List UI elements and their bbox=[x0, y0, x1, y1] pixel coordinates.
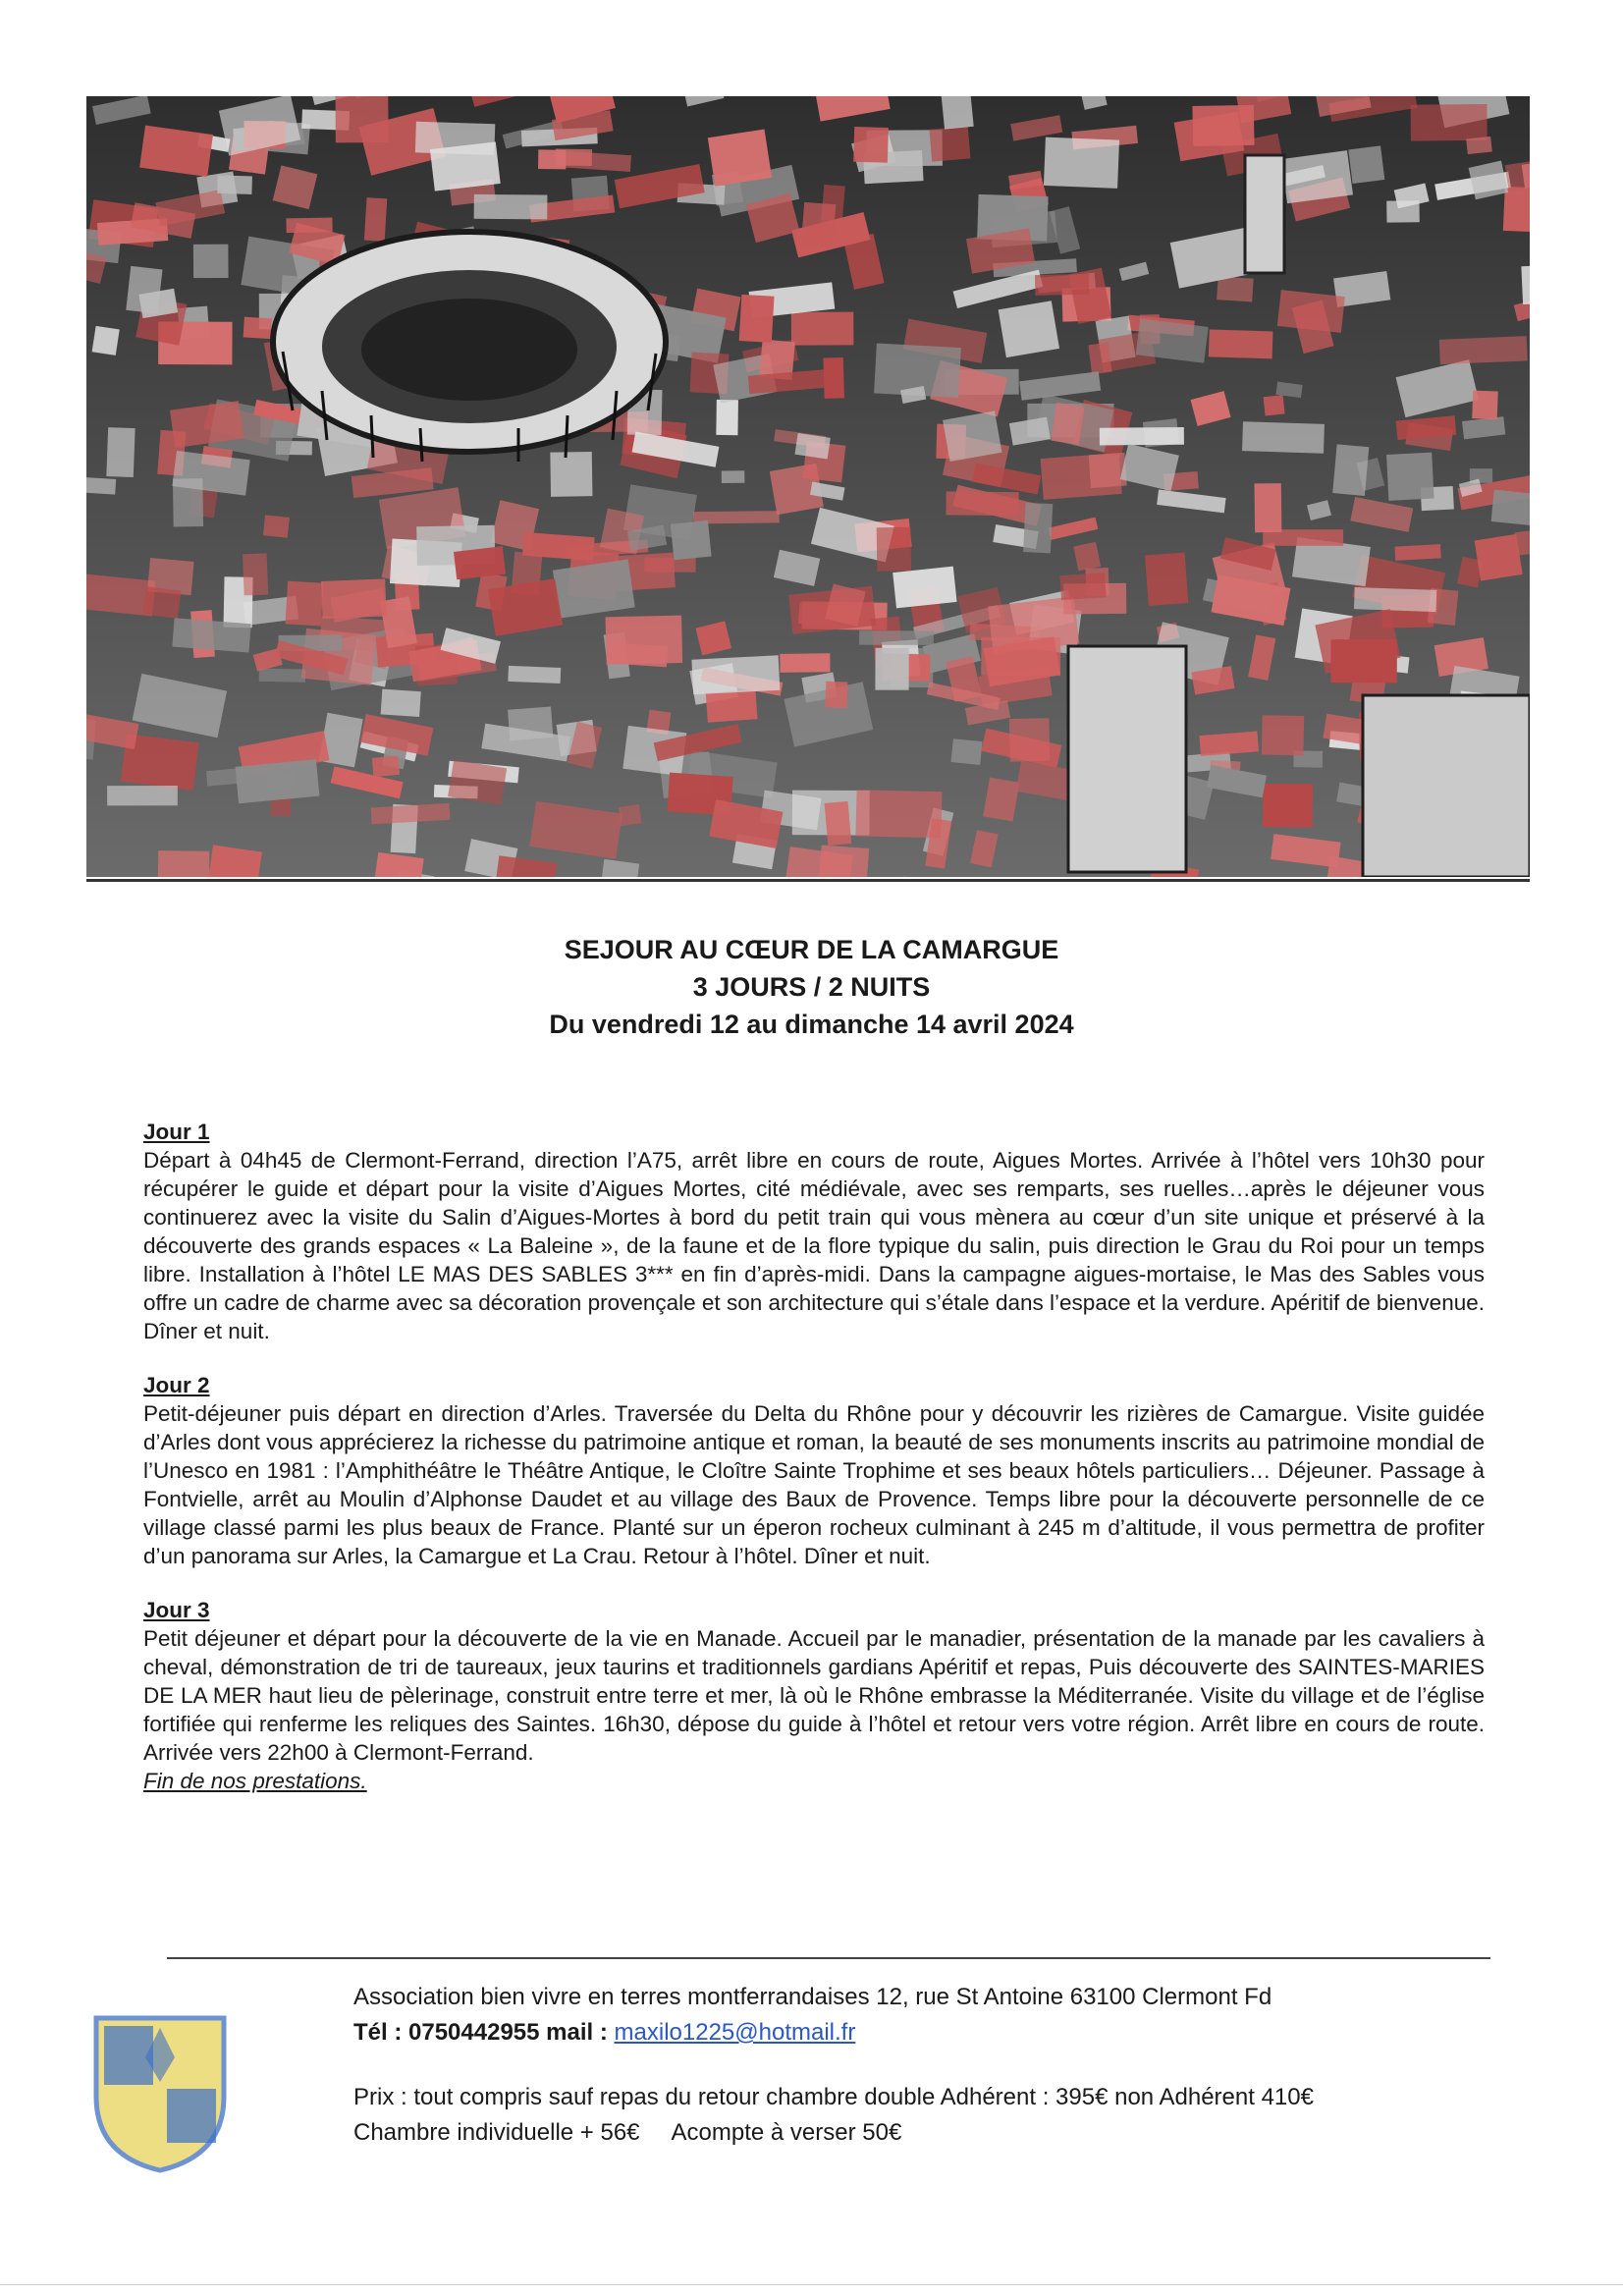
header-photo bbox=[86, 96, 1530, 877]
title-block bbox=[0, 931, 1623, 1043]
day-1-title: Jour 1 bbox=[143, 1120, 210, 1144]
closing-note: Fin de nos prestations. bbox=[143, 1769, 367, 1793]
association-crest-icon bbox=[86, 2008, 234, 2175]
contact-phone: Tél : 0750442955 mail : bbox=[353, 2019, 608, 2046]
page-title: SEJOUR AU CŒUR DE LA CAMARGUE bbox=[564, 935, 1059, 964]
day-1-text: Départ à 04h45 de Clermont-Ferrand, direction l’A75, arrêt libre en cours de route, Aigues Mortes. Arrivée à l’hôtel vers 10h30 pour récupérer le guide et départ pour la visite d’Aigues Mortes, cité médiévale, avec ses remparts, ses ruelles…après le déjeuner vous continuerez avec la visite du Salin d’Aigues-Mortes à bord du petit train qui vous mènera au cœur d’un site unique et préservé à la découverte des grands espaces « La Baleine », de la faune et de la flore typique du salin, puis direction le Grau du Roi pour un temps libre. Installation à l’hôtel LE MAS DES SABLES 3*** en fin d’après-midi. Dans la campagne aigues-mortaise, le Mas des Sables vous offre un cadre de charme avec sa décoration provençale et son architecture qui s’étale dans l’espace et la verdure. Apéritif de bienvenue. Dîner et nuit. bbox=[143, 1148, 1485, 1343]
contact-email-link[interactable]: maxilo1225@hotmail.fr bbox=[614, 2019, 856, 2046]
day-2-title: Jour 2 bbox=[143, 1373, 210, 1397]
aerial-city-image bbox=[86, 96, 1530, 877]
price-line-2: Chambre individuelle + 56€ Acompte à verser 50€ bbox=[353, 2119, 902, 2146]
trip-dates: Du vendredi 12 au dimanche 14 avril 2024 bbox=[549, 1010, 1074, 1039]
footer-divider bbox=[167, 1957, 1490, 1959]
itinerary bbox=[143, 1118, 1485, 1795]
day-3-text: Petit déjeuner et départ pour la découverte de la vie en Manade. Accueil par le manadier, présentation de la manade par les cavaliers à cheval, démonstration de tri de taureaux, jeux taurins et traditionnels gardians Apéritif et repas, Puis découverte des SAINTES-MARIES DE LA MER haut lieu de pèlerinage, construit entre terre et mer, là où le Rhône embrasse la Méditerranée. Visite du village et de l’église fortifiée qui renferme les reliques des Saintes. 16h30, dépose du guide à l’hôtel et retour vers votre région. Arrêt libre en cours de route. Arrivée vers 22h00 à Clermont-Ferrand. bbox=[143, 1626, 1485, 1765]
page-bottom-edge bbox=[0, 2284, 1623, 2285]
footer bbox=[353, 1980, 1532, 2151]
trip-duration: 3 JOURS / 2 NUITS bbox=[692, 972, 931, 1002]
photo-divider bbox=[86, 879, 1530, 882]
day-3-title: Jour 3 bbox=[143, 1598, 210, 1622]
price-line-1: Prix : tout compris sauf repas du retour chambre double Adhérent : 395€ non Adhérent 410€ bbox=[353, 2084, 1314, 2110]
day-2-text: Petit-déjeuner puis départ en direction d’Arles. Traversée du Delta du Rhône pour y découvrir les rizières de Camargue. Visite guidée d’Arles dont vous apprécierez la richesse du patrimoine antique et roman, la beauté de ses monuments inscrits au patrimoine mondial de l’Unesco en 1981 : l’Amphithéâtre le Théâtre Antique, le Cloître Sainte Trophime et ses beaux hôtels particuliers… Déjeuner. Passage à Fontvielle, arrêt au Moulin d’Alphonse Daudet et au village des Baux de Provence. Temps libre pour la découverte personnelle de ce village classé parmi les plus beaux de France. Planté sur un éperon rocheux culminant à 245 m d’altitude, il vous permettra de profiter d’un panorama sur Arles, la Camargue et La Crau. Retour à l’hôtel. Dîner et nuit. bbox=[143, 1401, 1485, 1568]
association-address: Association bien vivre en terres montferrandaises 12, rue St Antoine 63100 Clermont Fd bbox=[353, 1984, 1272, 2010]
